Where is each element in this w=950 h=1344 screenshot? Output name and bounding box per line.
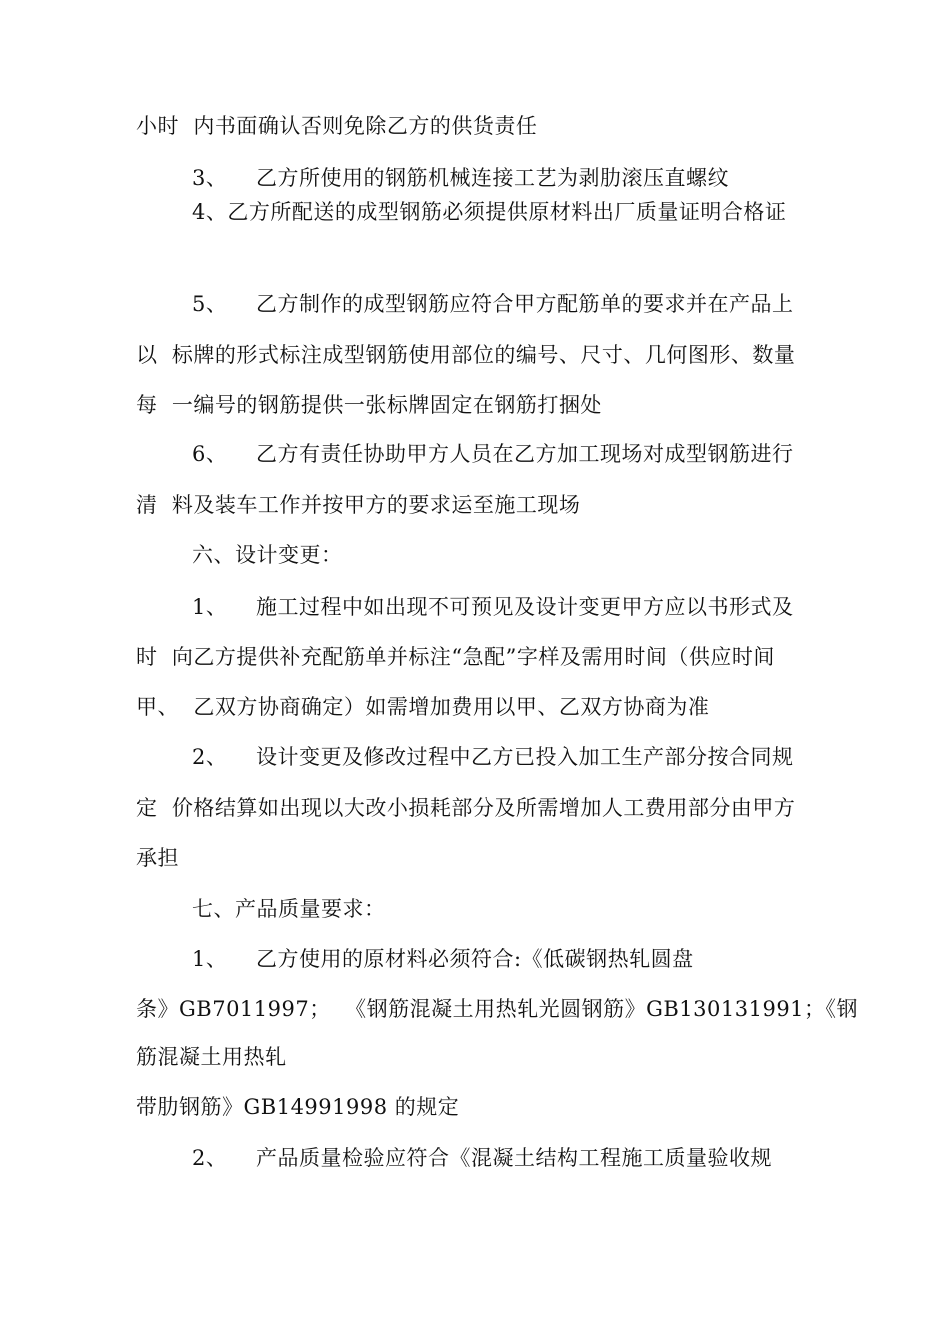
text-line-16: 条》GB7011997； 《钢筋混凝土用热轧光圆钢筋》GB130131991；《钢 <box>136 997 859 1021</box>
text-line-2: 3、 乙方所使用的钢筋机械连接工艺为剥肋滚压直螺纹 <box>192 166 730 190</box>
text-line-7: 6、 乙方有责任协助甲方人员在乙方加工现场对成型钢筋进行 <box>192 442 794 466</box>
text-line-6: 每 一编号的钢筋提供一张标牌固定在钢筋打捆处 <box>136 393 602 417</box>
section-heading-6: 六、设计变更： <box>192 543 343 567</box>
text-line-13: 定 价格结算如出现以大改小损耗部分及所需增加人工费用部分由甲方 <box>136 796 796 820</box>
text-line-17: 筋混凝土用热轧 <box>136 1045 287 1069</box>
text-line-11: 甲、 乙双方协商确定）如需增加费用以甲、乙双方协商为准 <box>136 695 710 719</box>
text-line-19: 2、 产品质量检验应符合《混凝土结构工程施工质量验收规 <box>192 1146 773 1170</box>
text-line-18: 带肋钢筋》GB14991998 的规定 <box>136 1095 460 1119</box>
text-line-1: 小时 内书面确认否则免除乙方的供货责任 <box>136 114 538 138</box>
text-line-5: 以 标牌的形式标注成型钢筋使用部位的编号、尺寸、几何图形、数量 <box>136 343 796 367</box>
text-line-4: 5、 乙方制作的成型钢筋应符合甲方配筋单的要求并在产品上 <box>192 292 794 316</box>
text-line-3: 4、乙方所配送的成型钢筋必须提供原材料出厂质量证明合格证 <box>192 200 787 224</box>
text-line-9: 1、 施工过程中如出现不可预见及设计变更甲方应以书形式及 <box>192 595 794 619</box>
section-heading-7: 七、产品质量要求： <box>192 897 386 921</box>
text-line-10: 时 向乙方提供补充配筋单并标注“急配”字样及需用时间（供应时间 <box>136 645 775 669</box>
text-line-12: 2、 设计变更及修改过程中乙方已投入加工生产部分按合同规 <box>192 745 794 769</box>
text-line-8: 清 料及装车工作并按甲方的要求运至施工现场 <box>136 493 581 517</box>
text-line-15: 1、 乙方使用的原材料必须符合:《低碳钢热轧圆盘 <box>192 947 694 971</box>
text-line-14: 承担 <box>136 846 179 870</box>
